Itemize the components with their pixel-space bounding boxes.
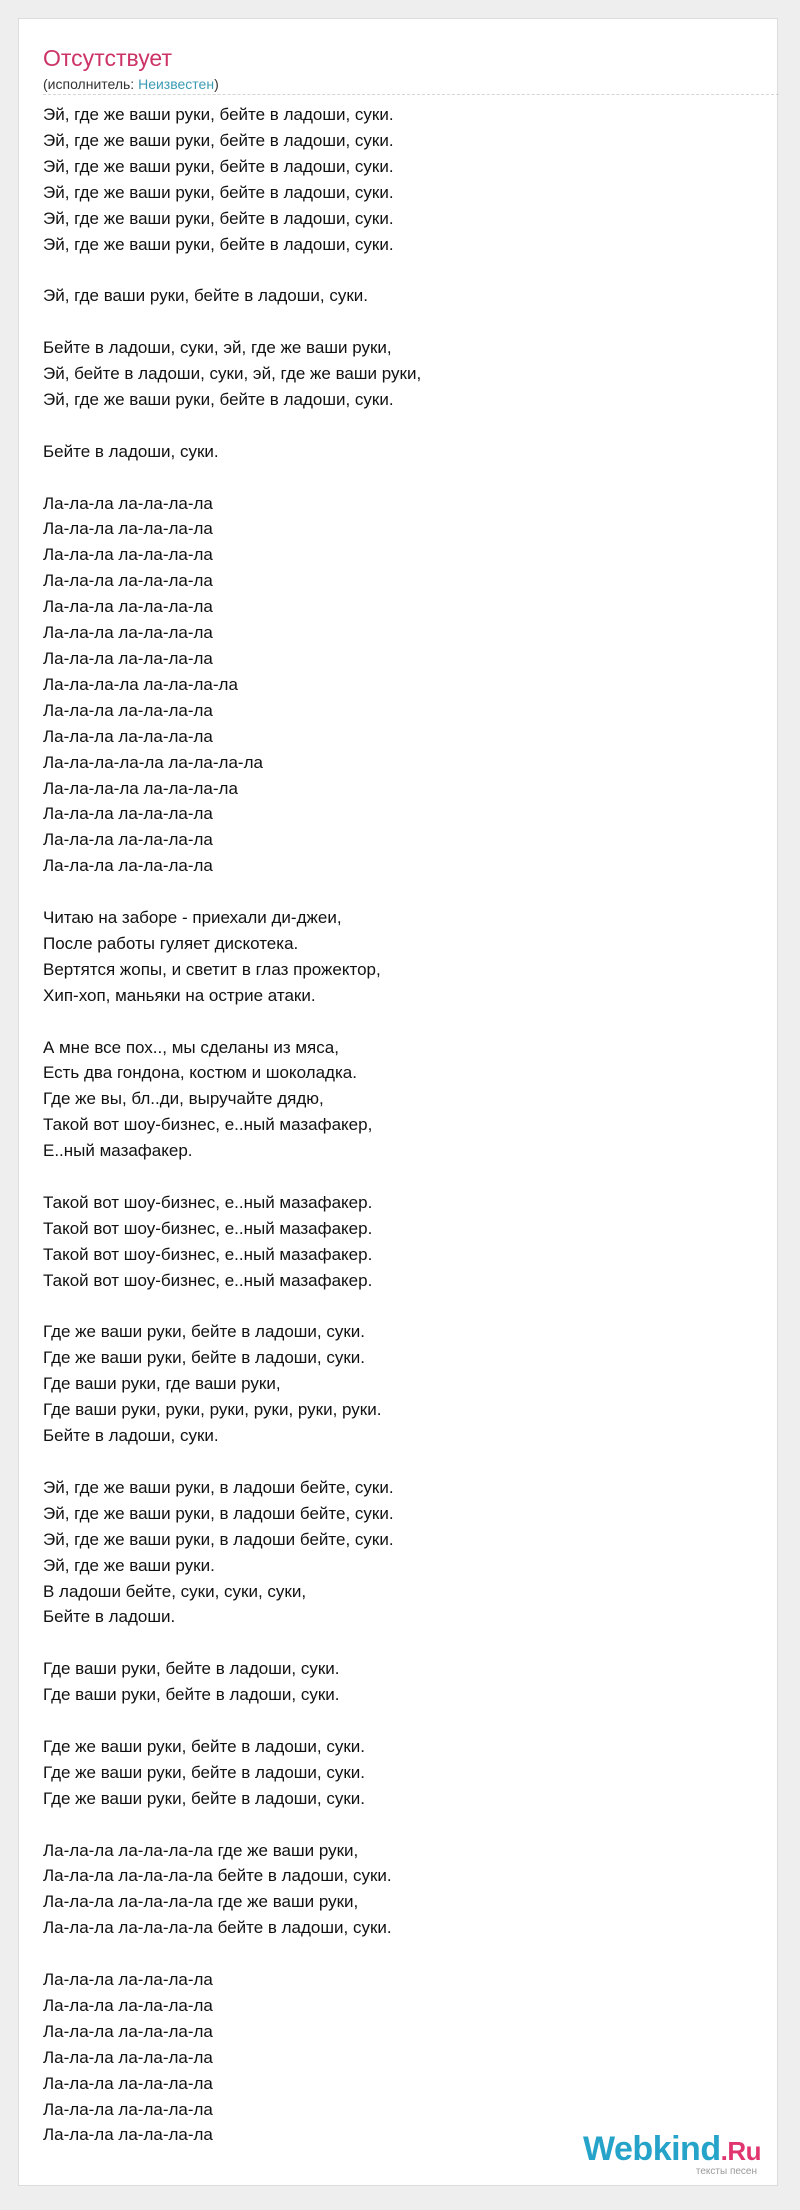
lyrics-stanza [43,283,763,309]
lyrics-line: Вертятся жопы, и светит в глаз прожектор, [43,959,381,979]
lyrics-line: Где ваши руки, руки, руки, руки, руки, руки. [43,1400,382,1420]
lyrics-line: Где ваши руки, бейте в ладоши, суки. [43,1659,340,1679]
lyrics-line: Ла-ла-ла ла-ла-ла-ла [43,856,213,876]
lyrics-line: Эй, где же ваши руки, бейте в ладоши, суки. [43,389,394,409]
lyrics-line: Такой вот шоу-бизнес, е..ный мазафакер. [43,1218,373,1238]
logo-wordmark [583,2131,761,2169]
lyrics-line: Ла-ла-ла ла-ла-ла-ла [43,830,213,850]
logo-web: Web [583,2130,653,2168]
lyrics-line: Ла-ла-ла ла-ла-ла-ла где же ваши руки, [43,1892,359,1912]
lyrics-line: Такой вот шоу-бизнес, е..ный мазафакер. [43,1270,373,1290]
lyrics-stanza [43,1319,763,1449]
lyrics-line: Хип-хоп, маньяки на острие атаки. [43,985,316,1005]
lyrics-line: Где же ваши руки, бейте в ладоши, суки. [43,1788,366,1808]
lyrics-line: Такой вот шоу-бизнес, е..ный мазафакер. [43,1244,373,1264]
lyrics-line: Ла-ла-ла ла-ла-ла-ла [43,2021,213,2041]
lyrics-stanza [43,1967,763,2148]
lyrics-line: Бейте в ладоши, суки. [43,441,219,461]
lyrics-line: Эй, где же ваши руки, бейте в ладоши, суки. [43,156,394,176]
lyrics-stanza [43,1190,763,1294]
lyrics-line: Ла-ла-ла ла-ла-ла-ла где же ваши руки, [43,1840,359,1860]
lyrics-line: А мне все пох.., мы сделаны из мяса, [43,1037,339,1057]
logo-tagline: тексты песен [695,2166,757,2177]
lyrics-stanza [43,491,763,880]
webkind-logo[interactable] [583,2131,761,2177]
lyrics-line: Такой вот шоу-бизнес, е..ный мазафакер. [43,1192,373,1212]
header-divider [43,94,779,95]
lyrics-line: Эй, где же ваши руки, бейте в ладоши, суки. [43,208,394,228]
lyrics-line: Ла-ла-ла ла-ла-ла-ла [43,597,213,617]
lyrics-line: Читаю на заборе - приехали ди-джеи, [43,908,342,928]
lyrics-line: Е..ный мазафакер. [43,1141,193,1161]
lyrics-line: Ла-ла-ла ла-ла-ла-ла [43,2099,213,2119]
lyrics-line: Где же ваши руки, бейте в ладоши, суки. [43,1322,366,1342]
lyrics-line: Ла-ла-ла ла-ла-ла-ла [43,545,213,565]
lyrics-stanza [43,1035,763,1165]
lyrics-line: Ла-ла-ла-ла-ла ла-ла-ла-ла [43,752,263,772]
song-title: Отсутствует [43,45,172,71]
lyrics-line: Ла-ла-ла ла-ла-ла-ла [43,648,213,668]
lyrics-stanza [43,1838,763,1942]
lyrics-stanza [43,439,763,465]
lyrics-line: Ла-ла-ла ла-ла-ла-ла бейте в ладоши, суки. [43,1918,392,1938]
lyrics-stanza [43,1656,763,1708]
lyrics-line: Ла-ла-ла ла-ла-ла-ла [43,804,213,824]
lyrics-line: Ла-ла-ла-ла ла-ла-ла-ла [43,778,238,798]
lyrics-line: Ла-ла-ла ла-ла-ла-ла [43,700,213,720]
lyrics-line: Эй, где ваши руки, бейте в ладоши, суки. [43,286,369,306]
artist-line [43,75,219,93]
lyrics-line: Эй, где же ваши руки, в ладоши бейте, суки. [43,1529,394,1549]
lyrics-line: Где ваши руки, где ваши руки, [43,1374,281,1394]
lyrics-line: Ла-ла-ла ла-ла-ла-ла [43,519,213,539]
lyrics-line: Ла-ла-ла ла-ла-ла-ла [43,623,213,643]
lyrics-line: Ла-ла-ла ла-ла-ла-ла [43,726,213,746]
lyrics-line: Бейте в ладоши, суки. [43,1426,219,1446]
lyrics-stanza [43,1734,763,1812]
lyrics-line: Есть два гондона, костюм и шоколадка. [43,1063,357,1083]
lyrics-line: Ла-ла-ла ла-ла-ла-ла [43,2047,213,2067]
lyrics-line: Эй, где же ваши руки, в ладоши бейте, суки. [43,1503,394,1523]
logo-kind: kind [652,2130,721,2168]
lyrics-line: Ла-ла-ла ла-ла-ла-ла [43,571,213,591]
lyrics-line: Эй, где же ваши руки, бейте в ладоши, суки. [43,130,394,150]
lyrics-stanza [43,1475,763,1630]
lyrics-line: Где же вы, бл..ди, выручайте дядю, [43,1089,324,1109]
lyrics-stanza [43,335,763,413]
lyrics-line: Где же ваши руки, бейте в ладоши, суки. [43,1762,366,1782]
lyrics-line: Эй, где же ваши руки, бейте в ладоши, суки. [43,105,394,124]
lyrics-line: Такой вот шоу-бизнес, е..ный мазафакер, [43,1115,373,1135]
artist-suffix: ) [214,76,219,92]
lyrics-line: Ла-ла-ла ла-ла-ла-ла [43,2125,213,2145]
lyrics-line: Ла-ла-ла ла-ла-ла-ла [43,1970,213,1990]
lyrics-line: В ладоши бейте, суки, суки, суки, [43,1581,307,1601]
artist-link[interactable]: Неизвестен [138,76,215,92]
lyrics-stanza [43,102,763,257]
lyrics-line: Бейте в ладоши. [43,1607,176,1627]
lyrics-card [18,18,778,2186]
lyrics-line: Ла-ла-ла ла-ла-ла-ла [43,493,213,513]
lyrics-line: Где же ваши руки, бейте в ладоши, суки. [43,1736,366,1756]
lyrics-line: Ла-ла-ла-ла ла-ла-ла-ла [43,674,238,694]
lyrics-line: Где ваши руки, бейте в ладоши, суки. [43,1685,340,1705]
lyrics-line: Эй, где же ваши руки, в ладоши бейте, суки. [43,1477,394,1497]
lyrics-line: Ла-ла-ла ла-ла-ла-ла [43,2073,213,2093]
lyrics-line: После работы гуляет дискотека. [43,933,299,953]
artist-prefix: (исполнитель: [43,76,139,92]
lyrics-line: Эй, где же ваши руки, бейте в ладоши, суки. [43,182,394,202]
lyrics-text [43,102,763,2174]
lyrics-line: Эй, бейте в ладоши, суки, эй, где же ваши руки, [43,364,422,384]
lyrics-stanza [43,905,763,1009]
logo-ru: .Ru [720,2136,761,2166]
lyrics-line: Ла-ла-ла ла-ла-ла-ла [43,1995,213,2015]
lyrics-line: Эй, где же ваши руки, бейте в ладоши, суки. [43,234,394,254]
lyrics-line: Ла-ла-ла ла-ла-ла-ла бейте в ладоши, суки. [43,1866,392,1886]
lyrics-line: Эй, где же ваши руки. [43,1555,215,1575]
lyrics-line: Бейте в ладоши, суки, эй, где же ваши руки, [43,338,392,358]
lyrics-line: Где же ваши руки, бейте в ладоши, суки. [43,1348,366,1368]
